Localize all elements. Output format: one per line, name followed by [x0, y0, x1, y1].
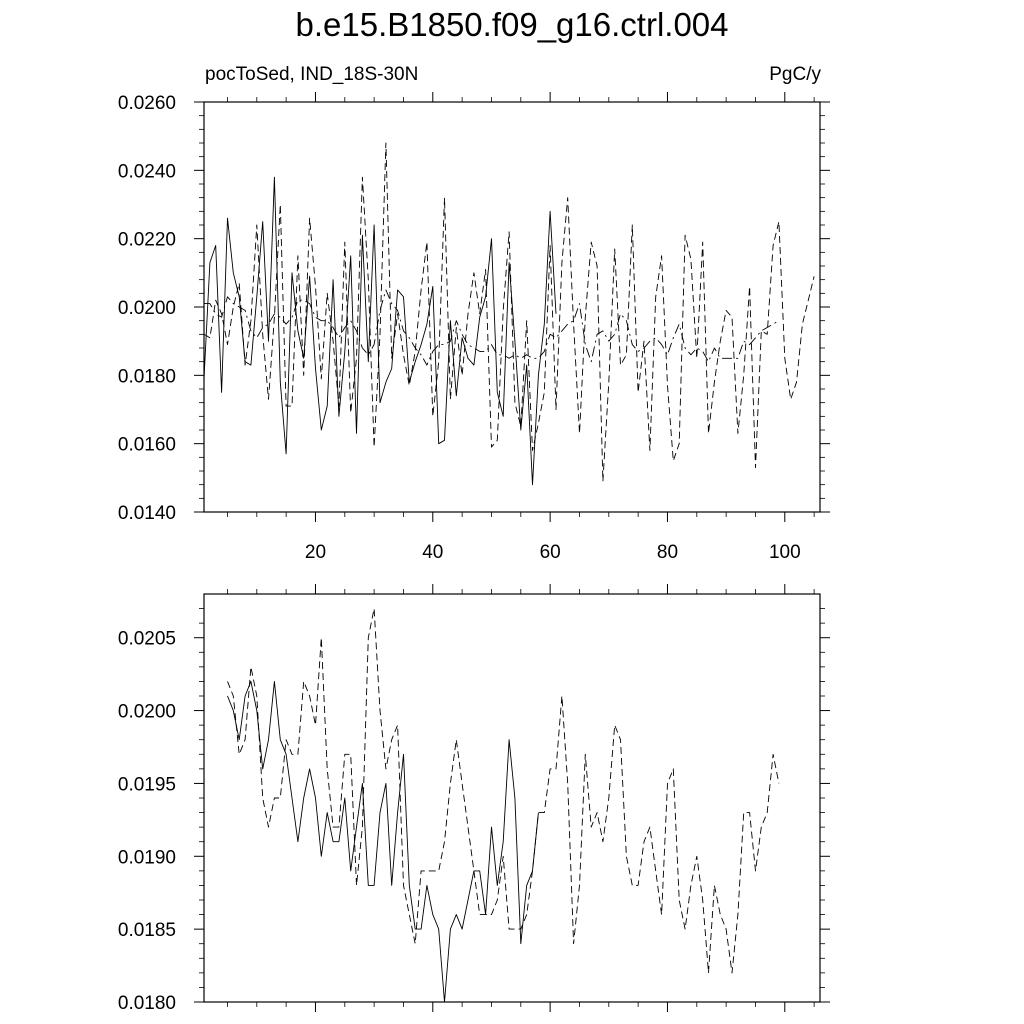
y-tick-label: 0.0200: [117, 298, 176, 319]
units-label: PgC/y: [769, 64, 821, 85]
series-line-solid: [228, 681, 539, 1002]
y-tick-label: 0.0160: [117, 434, 176, 456]
variable-region-label: pocToSed, IND_18S-30N: [205, 64, 419, 85]
y-tick-label: 0.0180: [117, 993, 176, 1014]
y-tick-label: 0.0220: [117, 229, 176, 251]
y-tick-label: 0.0200: [117, 701, 176, 723]
series-line-dashed: [228, 609, 779, 973]
x-tick-label: 40: [422, 542, 444, 563]
x-tick-label: 80: [656, 542, 679, 563]
x-tick-label: 20: [304, 542, 327, 563]
y-tick-label: 0.0240: [117, 161, 176, 183]
x-tick-label: 100: [768, 542, 801, 563]
y-tick-label: 0.0190: [117, 847, 176, 869]
y-tick-label: 0.0140: [117, 503, 176, 524]
top-timeseries-panel: [118, 92, 830, 563]
y-tick-label: 0.0185: [117, 920, 176, 942]
y-tick-label: 0.0205: [117, 628, 176, 650]
figure-title: b.e15.B1850.f09_g16.ctrl.004: [295, 6, 729, 43]
y-tick-label: 0.0195: [117, 774, 176, 796]
y-tick-label: 0.0180: [117, 366, 176, 388]
series-line-dashed: [204, 143, 814, 481]
x-tick-label: 60: [539, 542, 561, 563]
bottom-timeseries-panel: [118, 584, 830, 1014]
y-tick-label: 0.0260: [117, 93, 176, 114]
